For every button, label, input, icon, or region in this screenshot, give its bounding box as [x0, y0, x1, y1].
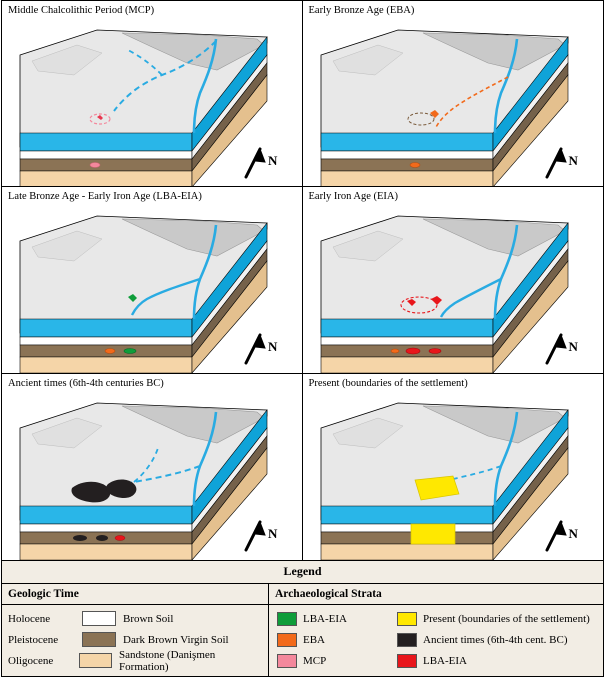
legend-swatch-virgin-soil [82, 632, 116, 647]
legend-strata-label: EBA [303, 633, 325, 646]
legend-item-lba-eia-red [397, 650, 597, 671]
legend-geologic-column [2, 584, 269, 676]
panel-mcp [2, 1, 303, 187]
legend-swatch-sandstone [79, 653, 112, 668]
panel-ancient [2, 374, 303, 560]
panel-title-mcp: Middle Chalcolithic Period (MCP) [8, 5, 155, 16]
legend-swatch-pink [277, 654, 297, 668]
legend-period-label: Oligocene [8, 654, 54, 667]
legend-swatch-yellow [397, 612, 417, 626]
legend-strata-rows [269, 605, 603, 676]
legend [1, 561, 604, 677]
legend-swatch-red [397, 654, 417, 668]
legend-unit-label: Brown Soil [123, 612, 174, 625]
legend-geologic-rows [2, 605, 268, 676]
legend-strata-label: Ancient times (6th-4th cent. BC) [423, 633, 568, 646]
north-label-ancient: N [268, 525, 278, 541]
panel-title-eia: Early Iron Age (EIA) [308, 191, 399, 203]
panel-title-lba-eia: Late Bronze Age - Early Iron Age (LBA-EIA) [8, 191, 202, 203]
legend-unit-label: Sandstone (Danişmen Formation) [119, 648, 216, 673]
legend-title: Legend [2, 561, 603, 584]
panel-title-ancient: Ancient times (6th-4th centuries BC) [8, 377, 164, 389]
north-label-present: N [568, 525, 578, 541]
panel-lba-eia [2, 187, 303, 373]
legend-item-eba [277, 629, 397, 650]
legend-item-ancient [397, 629, 597, 650]
panel-title-present: Present (boundaries of the settlement) [308, 377, 468, 389]
legend-swatch-brown-soil [82, 611, 116, 626]
north-label-lba-eia: N [268, 339, 278, 355]
legend-strata-label: LBA-EIA [303, 612, 347, 625]
legend-unit-label: Dark Brown Virgin Soil [123, 633, 229, 646]
legend-row [8, 608, 262, 629]
block-diagram-mcp [2, 15, 303, 187]
legend-swatch-orange [277, 633, 297, 647]
legend-body [2, 584, 603, 676]
north-label-eba: N [568, 153, 578, 168]
block-diagram-ancient [2, 388, 303, 560]
block-diagram-present [303, 388, 604, 560]
legend-strata-label: LBA-EIA [423, 654, 467, 667]
legend-strata-label: Present (boundaries of the settlement) [423, 612, 590, 625]
legend-period-label: Pleistocene [8, 633, 59, 646]
block-diagram-eia [303, 201, 604, 373]
legend-swatch-black [397, 633, 417, 647]
block-diagram-lba-eia [2, 201, 303, 373]
panel-title-eba: Early Bronze Age (EBA) [308, 5, 415, 16]
north-label-eia: N [568, 339, 578, 355]
legend-strata-label: MCP [303, 654, 327, 667]
panel-present [303, 374, 604, 560]
legend-item-present [397, 608, 597, 629]
panel-grid [1, 0, 604, 561]
north-label-mcp: N [268, 153, 278, 168]
legend-row [8, 629, 262, 650]
panel-eia [303, 187, 604, 373]
panel-eba [303, 1, 604, 187]
legend-period-label: Holocene [8, 612, 51, 625]
legend-row [8, 650, 262, 671]
block-diagram-eba [303, 15, 604, 187]
legend-strata-title: Archaeological Strata [269, 584, 603, 605]
legend-geologic-title: Geologic Time [2, 584, 268, 605]
legend-swatch-green [277, 612, 297, 626]
legend-strata-column [269, 584, 603, 676]
legend-item-lba-eia-green [277, 608, 397, 629]
legend-item-mcp [277, 650, 397, 671]
